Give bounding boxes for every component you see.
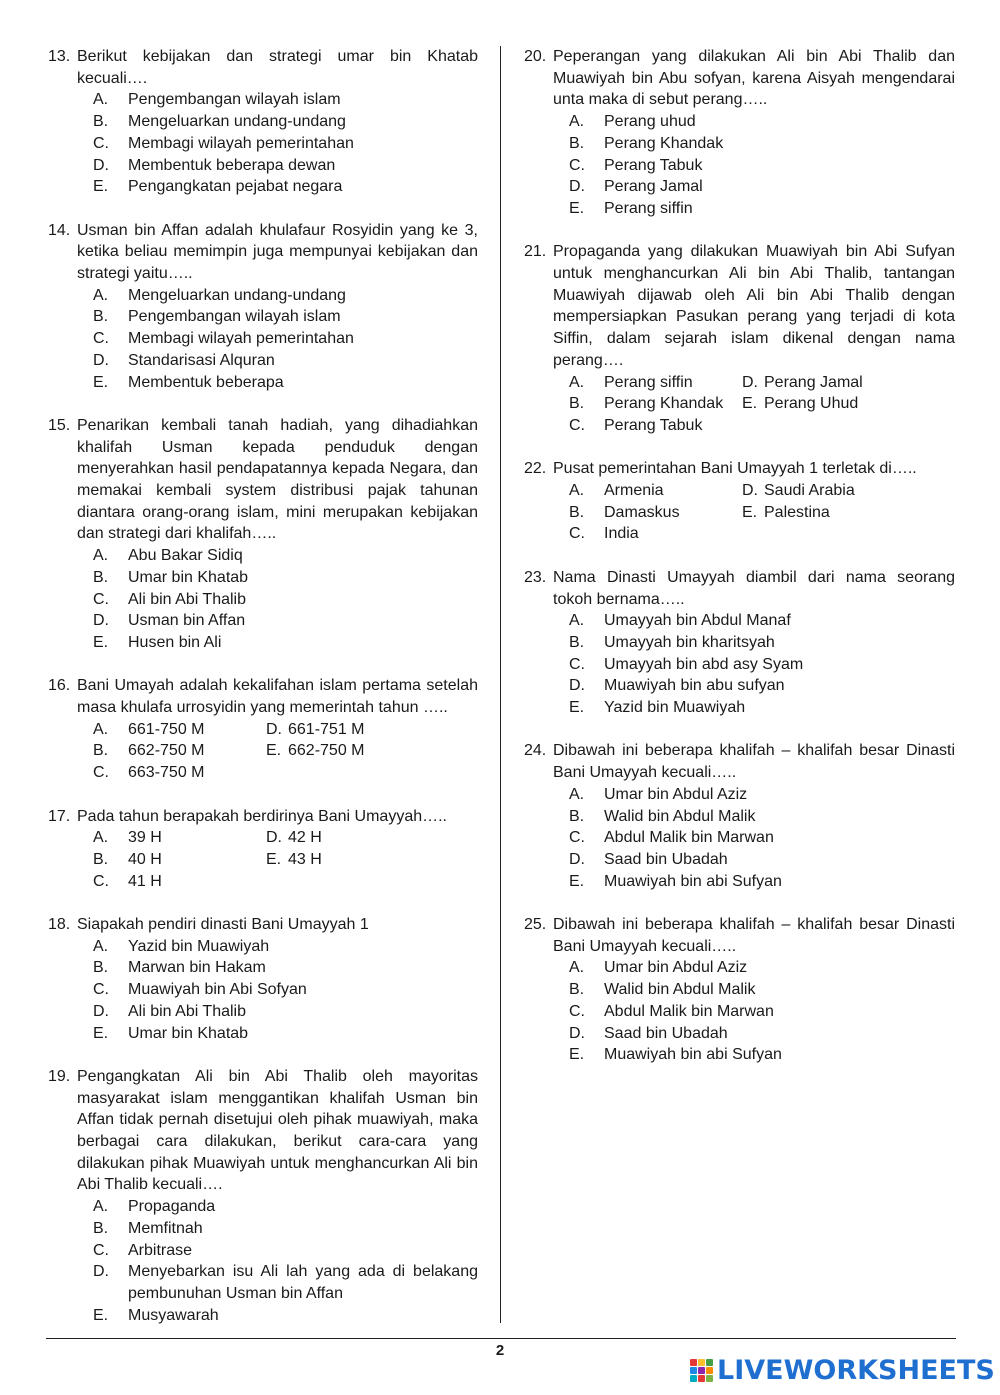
logo-square <box>698 1367 705 1374</box>
option-label: C. <box>569 416 585 434</box>
option-label: C. <box>569 1002 585 1020</box>
option-label: D. <box>266 829 282 847</box>
question-number: 16. <box>48 677 71 695</box>
option-label: B. <box>93 959 109 977</box>
option-text: Arbitrase <box>128 1241 193 1259</box>
answer-option-e[interactable] <box>569 198 955 220</box>
question-15 <box>48 415 478 654</box>
logo-square <box>706 1359 713 1366</box>
question-number: 22. <box>524 460 547 478</box>
option-label: D. <box>569 178 585 196</box>
answer-option-d[interactable] <box>266 827 478 849</box>
answer-option-d[interactable] <box>266 719 478 741</box>
answer-option-c[interactable] <box>93 871 266 893</box>
option-label: B. <box>569 633 585 651</box>
option-label: A. <box>93 937 109 955</box>
answer-option-a[interactable] <box>569 784 955 806</box>
answer-option-e[interactable] <box>93 1023 478 1045</box>
answer-option-e[interactable] <box>742 393 955 415</box>
answer-option-a[interactable] <box>569 957 955 979</box>
answer-option-b[interactable] <box>93 567 478 589</box>
option-label: D. <box>93 1263 109 1281</box>
option-text: India <box>604 525 639 543</box>
option-label: C. <box>569 156 585 174</box>
answer-option-c[interactable] <box>93 133 478 155</box>
option-label: E. <box>569 872 585 890</box>
answer-option-d[interactable] <box>742 480 955 502</box>
option-text: 661-750 M <box>128 720 205 738</box>
option-label: C. <box>93 872 109 890</box>
answer-option-b[interactable] <box>93 957 478 979</box>
answer-option-c[interactable] <box>93 762 266 784</box>
question-text: Bani Umayah adalah kekalifahan islam pertama setelah masa khulafa urrosyidin yang memerintah tahun ….. <box>77 677 478 717</box>
option-label: C. <box>569 655 585 673</box>
question-24 <box>524 740 955 892</box>
question-text: Nama Dinasti Umayyah diambil dari nama seorang tokoh bernama….. <box>553 568 955 608</box>
question-13 <box>48 46 478 198</box>
question-23 <box>524 567 955 719</box>
question-text: Propaganda yang dilakukan Muawiyah bin Abi Sufyan untuk menghancurkan Ali bin Abi Thalib, tantangan Muawiyah dijawab oleh Ali bin Abi Thalib dengan mempersiapkan Pasukan perang yang terjadi di kota Siffin, dalam sejarah islam dikenal dengan nama perang…. <box>553 243 955 369</box>
answer-option-d[interactable] <box>93 350 478 372</box>
option-text: Memfitnah <box>128 1219 203 1237</box>
answer-option-a[interactable] <box>569 480 742 502</box>
option-text: Muawiyah bin abi Sufyan <box>604 1046 782 1064</box>
option-label: B. <box>569 981 585 999</box>
question-stem <box>48 220 478 285</box>
question-19 <box>48 1066 478 1326</box>
option-text: Muawiyah bin Abi Sofyan <box>128 981 307 999</box>
option-label: D. <box>93 612 109 630</box>
option-label: D. <box>742 482 758 500</box>
answer-option-e[interactable] <box>93 176 478 198</box>
answer-option-c[interactable] <box>569 155 955 177</box>
answer-option-b[interactable] <box>569 806 955 828</box>
option-text: Perang siffin <box>604 199 693 217</box>
option-label: E. <box>742 503 758 521</box>
option-text: Abdul Malik bin Marwan <box>604 829 774 847</box>
answer-option-c[interactable] <box>569 415 742 437</box>
right-column <box>524 46 955 1066</box>
question-number: 23. <box>524 568 547 586</box>
answer-options <box>48 285 478 394</box>
answer-options <box>524 480 955 545</box>
option-label: B. <box>569 134 585 152</box>
question-number: 18. <box>48 916 71 934</box>
option-label: B. <box>93 850 109 868</box>
answer-option-a[interactable] <box>93 936 478 958</box>
option-text: Walid bin Abdul Malik <box>604 981 756 999</box>
question-stem <box>48 914 478 936</box>
option-label: E. <box>266 850 282 868</box>
answer-option-c[interactable] <box>93 979 478 1001</box>
option-label: A. <box>569 785 585 803</box>
question-text: Pada tahun berapakah berdirinya Bani Umayyah….. <box>77 807 447 825</box>
answer-option-e[interactable] <box>266 849 478 871</box>
option-label: A. <box>93 1198 109 1216</box>
question-stem <box>524 914 955 957</box>
answer-option-e[interactable] <box>742 502 955 524</box>
liveworksheets-logo <box>690 1354 995 1386</box>
option-label: C. <box>93 981 109 999</box>
answer-options <box>48 545 478 654</box>
question-number: 13. <box>48 48 71 65</box>
answer-option-e[interactable] <box>93 1305 478 1327</box>
option-label: E. <box>93 633 109 651</box>
option-label: C. <box>93 764 109 782</box>
question-21 <box>524 241 955 436</box>
option-label: E. <box>569 199 585 217</box>
option-text: Membentuk beberapa dewan <box>128 156 336 174</box>
answer-options <box>48 1196 478 1326</box>
option-text: Pengangkatan pejabat negara <box>128 178 343 196</box>
answer-option-b[interactable] <box>93 1218 478 1240</box>
question-text: Siapakah pendiri dinasti Bani Umayyah 1 <box>77 916 369 934</box>
option-text: Membentuk beberapa <box>128 373 284 391</box>
option-text: Pengembangan wilayah islam <box>128 91 341 109</box>
option-label: A. <box>569 959 585 977</box>
option-label: B. <box>93 113 109 131</box>
answer-option-b[interactable] <box>569 979 955 1001</box>
option-label: E. <box>742 395 758 413</box>
question-20 <box>524 46 955 220</box>
question-stem <box>48 1066 478 1196</box>
logo-square <box>698 1375 705 1382</box>
answer-option-e[interactable] <box>569 871 955 893</box>
option-label: C. <box>569 525 585 543</box>
option-label: B. <box>93 742 109 760</box>
option-text: Yazid bin Muawiyah <box>128 937 270 955</box>
question-text: Dibawah ini beberapa khalifah – khalifah besar Dinasti Bani Umayyah kecuali….. <box>553 742 955 782</box>
option-label: E. <box>93 178 109 196</box>
option-label: E. <box>93 1306 109 1324</box>
option-label: A. <box>93 286 109 304</box>
option-label: A. <box>93 720 109 738</box>
option-text: Umar bin Abdul Aziz <box>604 959 748 977</box>
option-text: Palestina <box>764 503 830 521</box>
logo-square <box>690 1375 697 1382</box>
option-label: E. <box>569 699 585 717</box>
option-label: C. <box>93 134 109 152</box>
question-number: 17. <box>48 807 71 825</box>
answer-option-d[interactable] <box>569 1023 955 1045</box>
option-text: Umayyah bin kharitsyah <box>604 633 775 651</box>
question-number: 21. <box>524 243 547 261</box>
option-label: E. <box>569 1046 585 1064</box>
option-text: 663-750 M <box>128 764 205 782</box>
answer-option-e[interactable] <box>569 697 955 719</box>
option-text: Ali bin Abi Thalib <box>128 1002 246 1020</box>
answer-option-c[interactable] <box>93 328 478 350</box>
answer-option-d[interactable] <box>569 675 955 697</box>
option-label: E. <box>93 373 109 391</box>
answer-option-a[interactable] <box>569 111 955 133</box>
option-text: Saad bin Ubadah <box>604 1024 728 1042</box>
option-text: Abu Bakar Sidiq <box>128 547 243 565</box>
option-label: C. <box>93 590 109 608</box>
answer-option-b[interactable] <box>569 502 742 524</box>
option-text: Musyawarah <box>128 1306 219 1324</box>
logo-square <box>690 1359 697 1366</box>
option-label: B. <box>93 308 109 326</box>
option-label: E. <box>266 742 282 760</box>
option-label: A. <box>569 113 585 131</box>
answer-option-e[interactable] <box>569 1044 955 1066</box>
option-text: Membagi wilayah pemerintahan <box>128 330 354 348</box>
option-text: Saad bin Ubadah <box>604 850 728 868</box>
answer-option-d[interactable] <box>93 1001 478 1023</box>
option-text: 42 H <box>288 829 322 847</box>
answer-option-d[interactable] <box>93 155 478 177</box>
option-label: D. <box>569 850 585 868</box>
logo-square <box>698 1359 705 1366</box>
option-text: Umar bin Khatab <box>128 568 249 586</box>
answer-options <box>524 610 955 719</box>
option-text: Marwan bin Hakam <box>128 959 266 977</box>
logo-square <box>706 1367 713 1374</box>
answer-option-a[interactable] <box>93 89 478 111</box>
question-stem <box>48 46 478 89</box>
answer-option-a[interactable] <box>569 610 955 632</box>
option-label: C. <box>569 829 585 847</box>
question-text: Pusat pemerintahan Bani Umayyah 1 terletak di….. <box>553 460 917 478</box>
question-stem <box>48 675 478 718</box>
answer-option-c[interactable] <box>569 523 742 545</box>
option-text: 40 H <box>128 850 162 868</box>
question-25 <box>524 914 955 1066</box>
option-text: Yazid bin Muawiyah <box>604 699 746 717</box>
option-text: 39 H <box>128 829 162 847</box>
option-text: Perang Uhud <box>764 395 859 413</box>
option-text: 662-750 M <box>128 742 205 760</box>
option-text: Usman bin Affan <box>128 612 246 630</box>
option-text: Abdul Malik bin Marwan <box>604 1002 774 1020</box>
answer-option-a[interactable] <box>93 545 478 567</box>
answer-option-b[interactable] <box>93 111 478 133</box>
option-label: A. <box>569 373 585 391</box>
option-text: Umar bin Abdul Aziz <box>604 785 748 803</box>
option-text: Husen bin Ali <box>128 633 222 651</box>
option-text: Perang Jamal <box>764 373 863 391</box>
option-label: D. <box>569 677 585 695</box>
question-stem <box>524 46 955 111</box>
option-label: C. <box>93 1241 109 1259</box>
option-label: A. <box>93 547 109 565</box>
option-text: Propaganda <box>128 1198 216 1216</box>
question-number: 19. <box>48 1067 71 1085</box>
answer-option-e[interactable] <box>266 740 478 762</box>
answer-option-a[interactable] <box>93 285 478 307</box>
option-text: Perang Tabuk <box>604 156 703 174</box>
question-text: Penarikan kembali tanah hadiah, yang dihadiahkan khalifah Usman kepada penduduk dengan menyerahkan hasil pendapatannya kepada Negara, dan memakai kembali system distribusi pajak tahunan diantara orang-orang islam, mini merupakan kebijakan dan strategi dari khalifah….. <box>77 416 478 543</box>
option-text: 662-750 M <box>288 742 365 760</box>
option-text: Perang Jamal <box>604 178 703 196</box>
question-number: 24. <box>524 742 547 760</box>
answer-option-b[interactable] <box>93 306 478 328</box>
option-text: 41 H <box>128 872 162 890</box>
answer-option-a[interactable] <box>93 1196 478 1218</box>
option-label: B. <box>569 807 585 825</box>
question-stem <box>524 567 955 610</box>
answer-options <box>524 372 955 437</box>
question-17 <box>48 806 478 893</box>
answer-option-a[interactable] <box>93 827 266 849</box>
option-label: D. <box>569 1024 585 1042</box>
question-number: 15. <box>48 416 71 434</box>
option-text: Saudi Arabia <box>764 482 855 500</box>
question-stem <box>48 806 478 828</box>
option-text: Walid bin Abdul Malik <box>604 807 756 825</box>
left-column <box>48 46 478 1326</box>
column-divider <box>500 46 501 1323</box>
answer-option-c[interactable] <box>569 1001 955 1023</box>
option-text: Umar bin Khatab <box>128 1024 249 1042</box>
answer-option-c[interactable] <box>93 1240 478 1262</box>
question-text: Usman bin Affan adalah khulafaur Rosyidin yang ke 3, ketika beliau memimpin juga mempunyai kebijakan dan strategi yaitu….. <box>77 221 478 283</box>
option-text: Damaskus <box>604 503 680 521</box>
option-label: B. <box>93 568 109 586</box>
option-text: Membagi wilayah pemerintahan <box>128 134 354 152</box>
question-16 <box>48 675 478 784</box>
option-label: A. <box>569 612 585 630</box>
question-stem <box>48 415 478 545</box>
option-text: Standarisasi Alquran <box>128 351 275 369</box>
answer-options <box>48 936 478 1045</box>
question-text: Dibawah ini beberapa khalifah – khalifah besar Dinasti Bani Umayyah kecuali….. <box>553 916 955 955</box>
option-text: Mengeluarkan undang-undang <box>128 113 346 131</box>
answer-option-b[interactable] <box>93 740 266 762</box>
option-label: E. <box>93 1024 109 1042</box>
option-text: Mengeluarkan undang-undang <box>128 286 346 304</box>
option-text: Muawiyah bin abu sufyan <box>604 677 785 695</box>
logo-square <box>690 1367 697 1374</box>
option-label: A. <box>93 91 109 109</box>
option-text: Armenia <box>604 482 664 500</box>
option-label: A. <box>93 829 109 847</box>
answer-options <box>524 784 955 893</box>
question-number: 25. <box>524 916 547 934</box>
question-number: 14. <box>48 221 71 239</box>
footer-divider <box>46 1338 956 1339</box>
answer-option-b[interactable] <box>93 849 266 871</box>
question-text: Pengangkatan Ali bin Abi Thalib oleh mayoritas masyarakat islam menggantikan khalifah Usman bin Affan tidak pernah disetujui oleh pihak muawiyah, maka berbagai cara dilakukan, berikut cara-cara yang dilakukan pihak Muawiyah untuk menghancurkan Ali bin Abi Thalib kecuali…. <box>77 1067 478 1194</box>
answer-option-d[interactable] <box>569 849 955 871</box>
answer-option-b[interactable] <box>569 393 742 415</box>
option-text: Menyebarkan isu Ali lah yang ada di belakang pembunuhan Usman bin Affan <box>128 1263 478 1302</box>
option-label: B. <box>569 395 585 413</box>
answer-options <box>524 957 955 1066</box>
option-text: Perang siffin <box>604 373 693 391</box>
answer-option-c[interactable] <box>569 654 955 676</box>
page-number: 2 <box>495 1342 505 1359</box>
option-label: D. <box>93 1002 109 1020</box>
option-text: Umayyah bin Abdul Manaf <box>604 612 791 630</box>
option-text: Perang Tabuk <box>604 416 703 434</box>
answer-option-a[interactable] <box>93 719 266 741</box>
option-text: Perang Khandak <box>604 395 724 413</box>
option-text: Perang uhud <box>604 113 696 131</box>
answer-options <box>524 111 955 220</box>
liveworksheets-logo-icon <box>690 1359 713 1382</box>
question-text: Berikut kebijakan dan strategi umar bin Khatab kecuali…. <box>77 48 478 87</box>
option-label: B. <box>93 1219 109 1237</box>
option-label: D. <box>742 373 758 391</box>
answer-option-d[interactable] <box>93 1261 478 1304</box>
option-label: D. <box>93 351 109 369</box>
question-number: 20. <box>524 48 547 65</box>
option-label: B. <box>569 503 585 521</box>
answer-option-e[interactable] <box>93 372 478 394</box>
answer-option-d[interactable] <box>569 176 955 198</box>
question-stem <box>524 458 955 480</box>
option-text: Perang Khandak <box>604 134 724 152</box>
question-stem <box>524 740 955 783</box>
option-label: D. <box>266 720 282 738</box>
answer-option-c[interactable] <box>93 589 478 611</box>
brand-name: LIVEWORKSHEETS <box>717 1354 995 1386</box>
answer-options <box>48 89 478 198</box>
logo-square <box>706 1375 713 1382</box>
answer-option-c[interactable] <box>569 827 955 849</box>
answer-options <box>48 719 478 784</box>
question-18 <box>48 914 478 1044</box>
answer-option-b[interactable] <box>569 632 955 654</box>
answer-option-d[interactable] <box>742 372 955 394</box>
option-label: C. <box>93 330 109 348</box>
option-text: 43 H <box>288 850 322 868</box>
answer-options <box>48 827 478 892</box>
option-text: 661-751 M <box>288 720 365 738</box>
option-text: Umayyah bin abd asy Syam <box>604 655 804 673</box>
question-22 <box>524 458 955 545</box>
answer-option-a[interactable] <box>569 372 742 394</box>
question-14 <box>48 220 478 394</box>
question-text: Peperangan yang dilakukan Ali bin Abi Thalib dan Muawiyah bin Abu sofyan, karena Aisyah mengendarai unta maka di sebut perang….. <box>553 48 955 109</box>
question-stem <box>524 241 955 371</box>
option-text: Ali bin Abi Thalib <box>128 590 246 608</box>
option-label: D. <box>93 156 109 174</box>
answer-option-b[interactable] <box>569 133 955 155</box>
answer-option-d[interactable] <box>93 610 478 632</box>
answer-option-e[interactable] <box>93 632 478 654</box>
option-text: Muawiyah bin abi Sufyan <box>604 872 782 890</box>
option-label: A. <box>569 482 585 500</box>
option-text: Pengembangan wilayah islam <box>128 308 341 326</box>
